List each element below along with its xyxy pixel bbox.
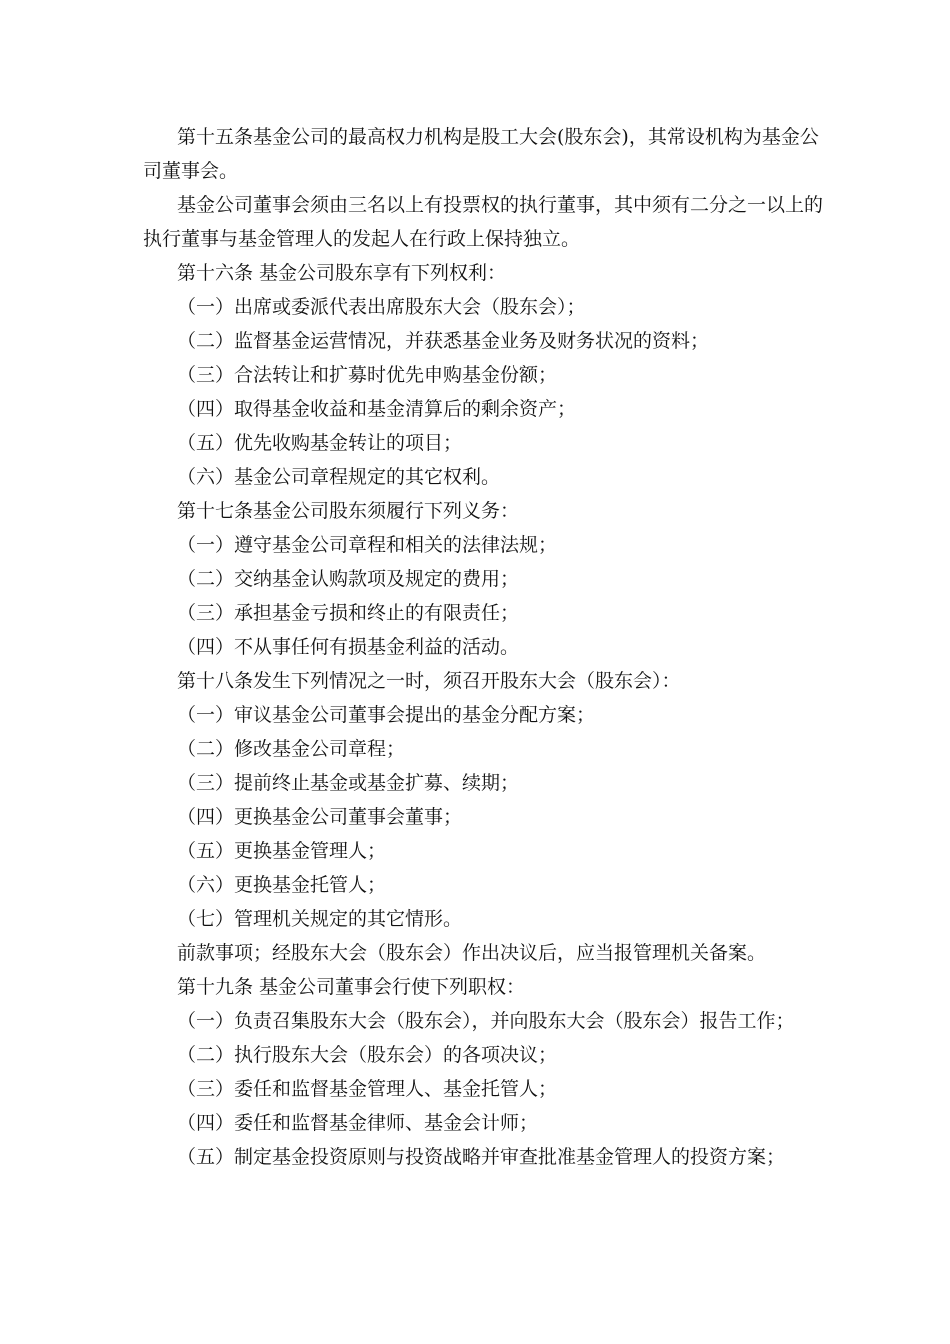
list-item: （六）更换基金托管人； (177, 874, 387, 896)
paragraph-board-composition: 基金公司董事会须由三名以上有投票权的执行董事，其中须有二分之一以上的执行董事与基金管理人的发起人在行政上保持独立。 (143, 194, 824, 250)
list-item: （三）委任和监督基金管理人、基金托管人； (177, 1078, 558, 1100)
list-item: （七）管理机关规定的其它情形。 (177, 908, 463, 930)
paragraph-article-17: 第十七条基金公司股东须履行下列义务： (177, 500, 520, 522)
list-item: （一）出席或委派代表出席股东大会（股东会）； (177, 296, 586, 318)
list-item: （二）修改基金公司章程； (177, 738, 406, 760)
list-item: （三）合法转让和扩募时优先申购基金份额； (177, 364, 558, 386)
list-item: （五）更换基金管理人； (177, 840, 387, 862)
list-item: （三）承担基金亏损和终止的有限责任； (177, 602, 520, 624)
list-item: （四）委任和监督基金律师、基金会计师； (177, 1112, 539, 1134)
list-item: （四）不从事任何有损基金利益的活动。 (177, 636, 520, 658)
list-item: （三）提前终止基金或基金扩募、续期； (177, 772, 520, 794)
list-item: （一）遵守基金公司章程和相关的法律法规； (177, 534, 558, 556)
list-item: （五）优先收购基金转让的项目； (177, 432, 463, 454)
list-item: （二）交纳基金认购款项及规定的费用； (177, 568, 520, 590)
paragraph-filing-note: 前款事项；经股东大会（股东会）作出决议后，应当报管理机关备案。 (177, 942, 767, 964)
list-item: （二）执行股东大会（股东会）的各项决议； (177, 1044, 558, 1066)
list-item: （五）制定基金投资原则与投资战略并审查批准基金管理人的投资方案； (177, 1146, 786, 1168)
paragraph-article-19: 第十九条 基金公司董事会行使下列职权： (177, 976, 526, 998)
list-item: （一）负责召集股东大会（股东会），并向股东大会（股东会）报告工作； (177, 1010, 795, 1032)
list-item: （四）更换基金公司董事会董事； (177, 806, 463, 828)
document-body (143, 120, 823, 1174)
paragraph-article-15: 第十五条基金公司的最高权力机构是股工大会(股东会)，其常设机构为基金公司董事会。 (143, 126, 819, 182)
paragraph-article-18: 第十八条发生下列情况之一时，须召开股东大会（股东会）： (177, 670, 681, 692)
list-item: （二）监督基金运营情况，并获悉基金业务及财务状况的资料； (177, 330, 710, 352)
paragraph-article-16: 第十六条 基金公司股东享有下列权利： (177, 262, 507, 284)
list-item: （六）基金公司章程规定的其它权利。 (177, 466, 501, 488)
list-item: （四）取得基金收益和基金清算后的剩余资产； (177, 398, 577, 420)
list-item: （一）审议基金公司董事会提出的基金分配方案； (177, 704, 596, 726)
